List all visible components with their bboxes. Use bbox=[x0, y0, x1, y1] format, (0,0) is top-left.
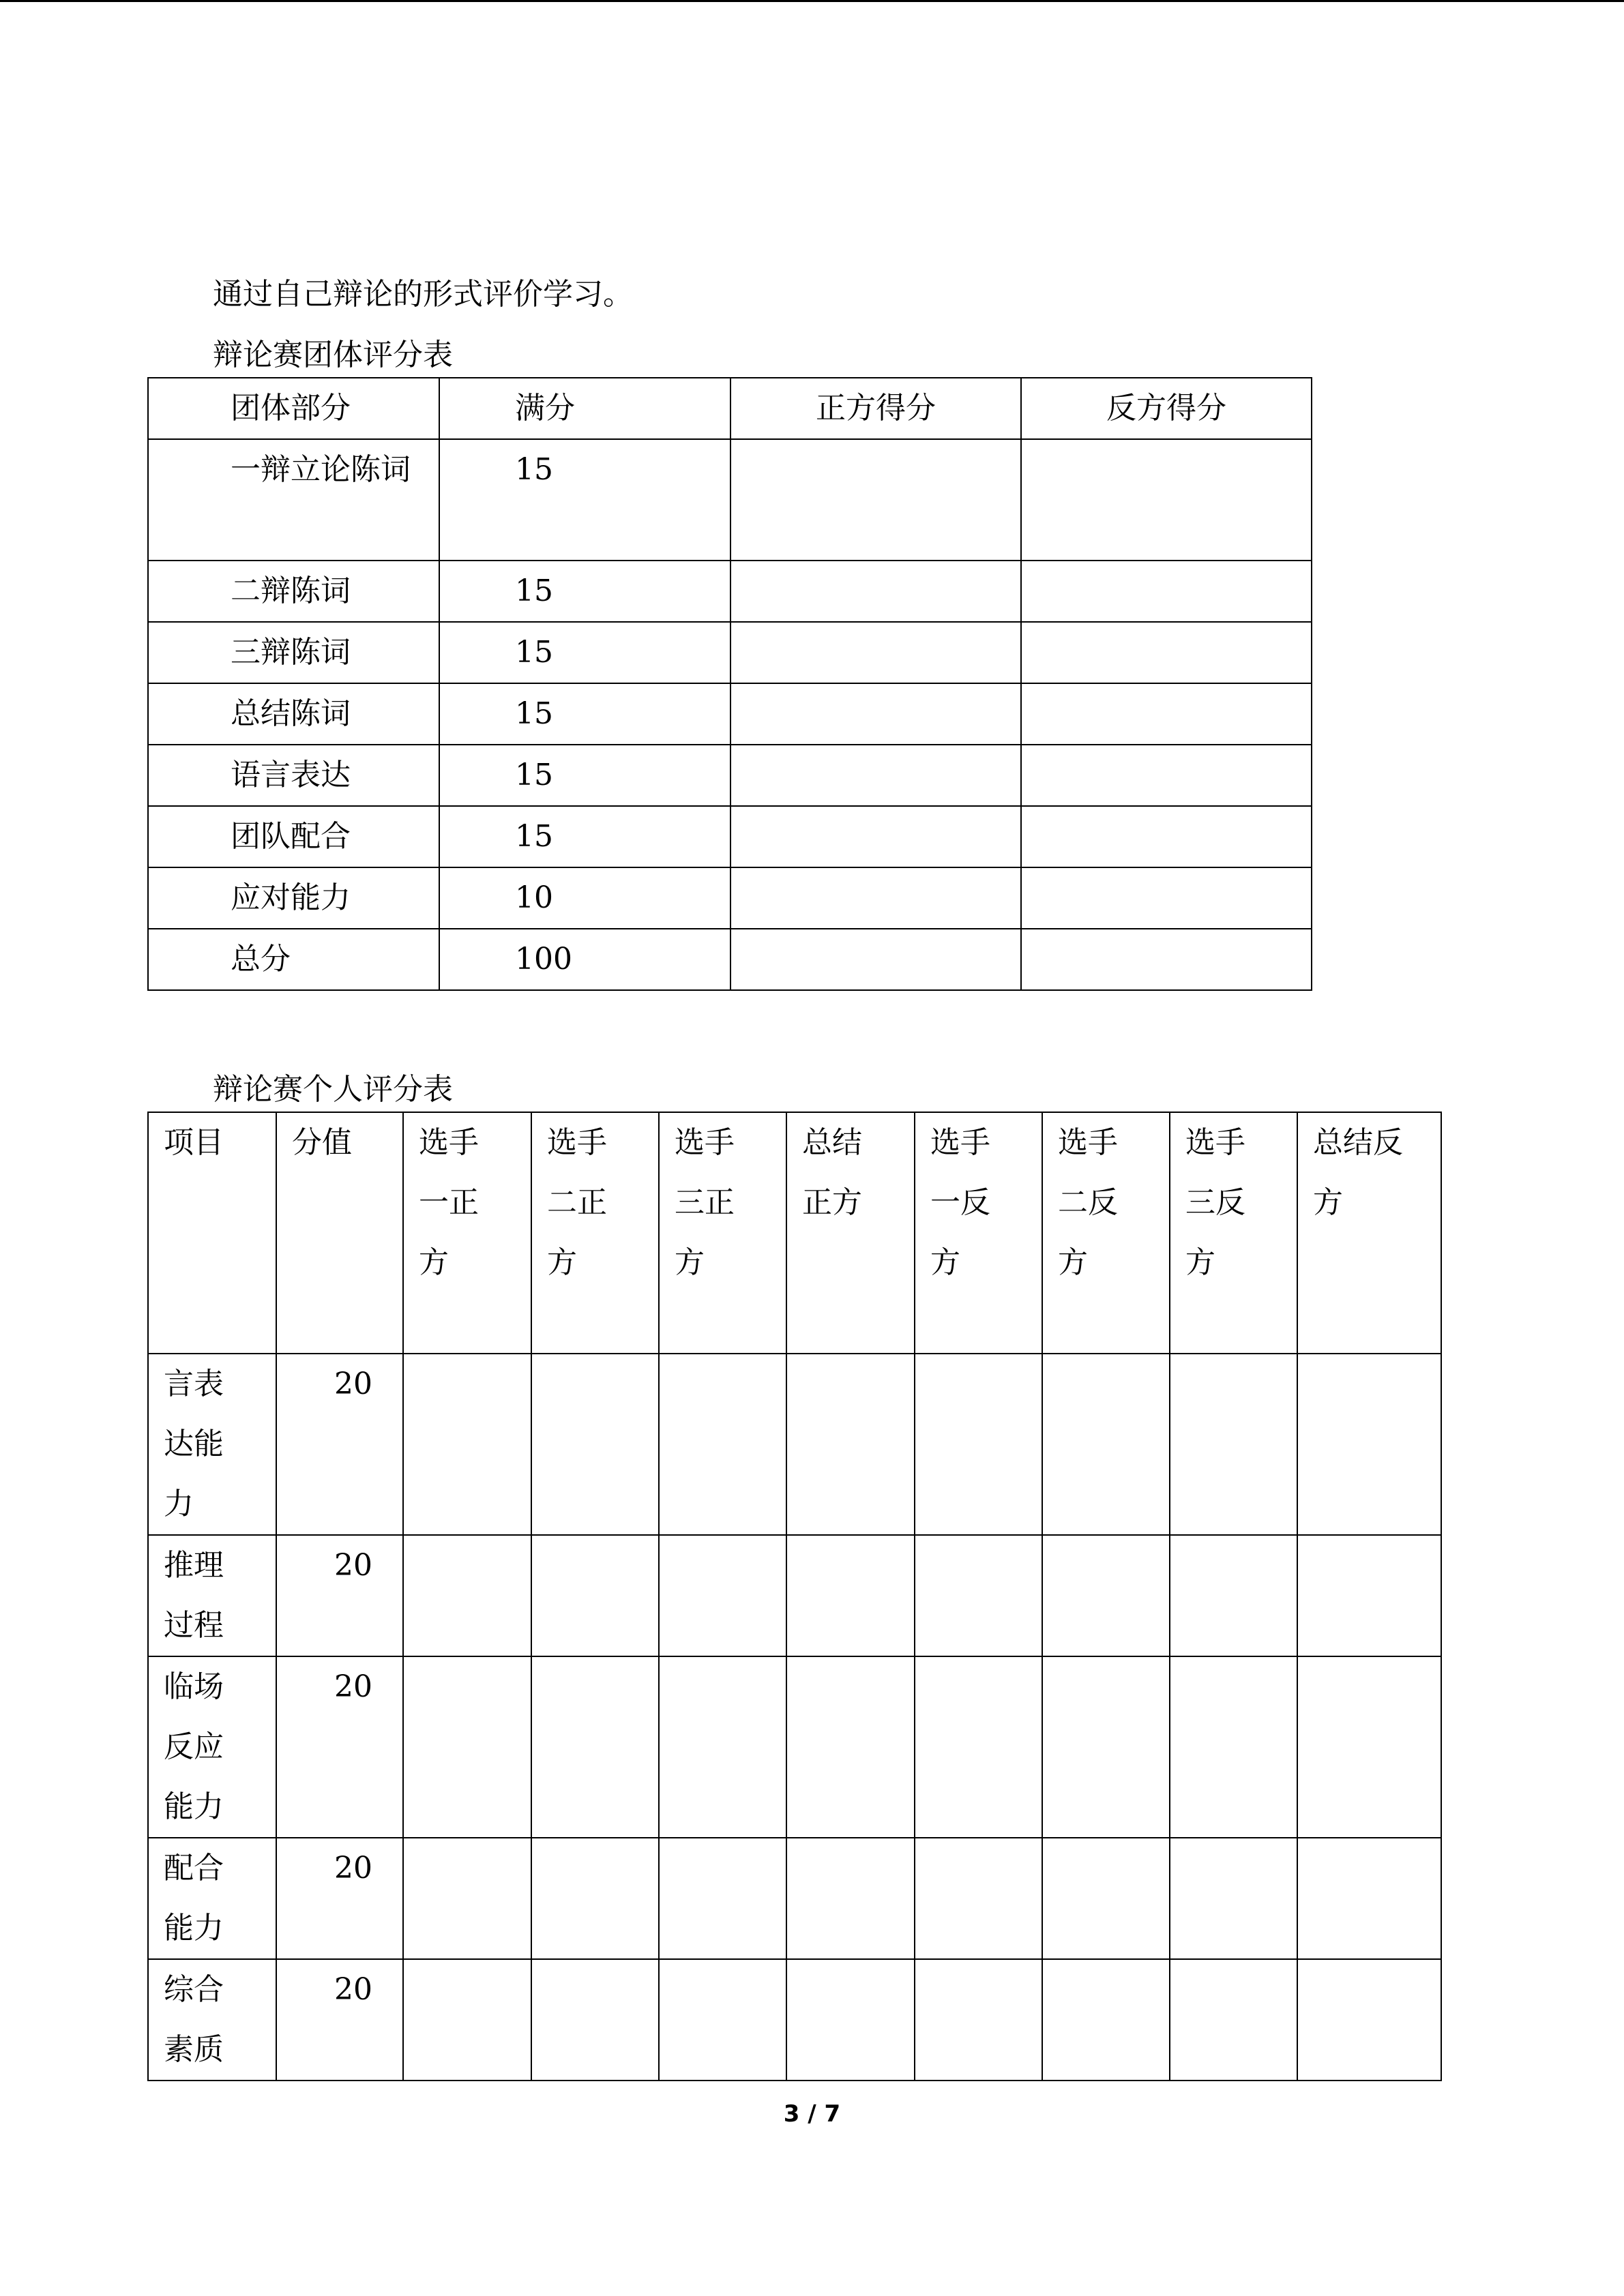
table-row bbox=[148, 745, 1312, 806]
table-row bbox=[148, 1535, 1441, 1656]
score-cell[interactable] bbox=[1170, 1656, 1297, 1838]
team-header-row bbox=[148, 378, 1312, 439]
score-cell[interactable] bbox=[1042, 1959, 1170, 2081]
score-cell[interactable] bbox=[915, 1656, 1042, 1838]
score-cell[interactable] bbox=[1170, 1535, 1297, 1656]
header-player1-negative: 选手一反方 bbox=[915, 1112, 1042, 1354]
team-part-cell: 总结陈词 bbox=[148, 683, 439, 745]
score-cell[interactable] bbox=[1170, 1354, 1297, 1535]
table-row bbox=[148, 1838, 1441, 1959]
team-score-cell: 15 bbox=[439, 683, 730, 745]
value-cell: 20 bbox=[276, 1838, 403, 1959]
team-part-cell: 一辩立论陈词 bbox=[148, 439, 439, 561]
individual-table-title: 辩论赛个人评分表 bbox=[213, 1072, 453, 1107]
item-cell: 言表达能力 bbox=[148, 1354, 276, 1535]
value-cell: 20 bbox=[276, 1959, 403, 2081]
header-player2-negative: 选手二反方 bbox=[1042, 1112, 1170, 1354]
team-part-cell: 二辩陈词 bbox=[148, 561, 439, 622]
table-row bbox=[148, 561, 1312, 622]
score-cell[interactable] bbox=[531, 1656, 659, 1838]
negative-score-cell[interactable] bbox=[1021, 806, 1312, 867]
header-summary-negative: 总结反方 bbox=[1297, 1112, 1441, 1354]
negative-score-cell[interactable] bbox=[1021, 867, 1312, 929]
affirmative-score-cell[interactable] bbox=[730, 439, 1021, 561]
team-part-cell: 语言表达 bbox=[148, 745, 439, 806]
negative-score-cell[interactable] bbox=[1021, 561, 1312, 622]
team-part-cell: 应对能力 bbox=[148, 867, 439, 929]
header-player3-affirmative: 选手三正方 bbox=[659, 1112, 786, 1354]
negative-score-cell[interactable] bbox=[1021, 439, 1312, 561]
header-summary-affirmative: 总结正方 bbox=[786, 1112, 915, 1354]
team-score-cell: 15 bbox=[439, 439, 730, 561]
score-cell[interactable] bbox=[1297, 1838, 1441, 1959]
score-cell[interactable] bbox=[915, 1354, 1042, 1535]
team-part-cell: 总分 bbox=[148, 929, 439, 990]
top-border-line bbox=[0, 0, 1624, 2]
table-row bbox=[148, 622, 1312, 683]
header-value-cell: 分值 bbox=[276, 1112, 403, 1354]
score-cell[interactable] bbox=[1042, 1535, 1170, 1656]
score-cell[interactable] bbox=[1297, 1354, 1441, 1535]
score-cell[interactable] bbox=[531, 1535, 659, 1656]
table-row bbox=[148, 806, 1312, 867]
score-cell[interactable] bbox=[531, 1354, 659, 1535]
affirmative-score-cell[interactable] bbox=[730, 929, 1021, 990]
score-cell[interactable] bbox=[915, 1838, 1042, 1959]
score-cell[interactable] bbox=[1042, 1354, 1170, 1535]
value-cell: 20 bbox=[276, 1354, 403, 1535]
score-cell[interactable] bbox=[403, 1354, 531, 1535]
score-cell[interactable] bbox=[659, 1959, 786, 2081]
team-score-table bbox=[147, 377, 1312, 991]
score-cell[interactable] bbox=[786, 1354, 915, 1535]
team-score-cell: 100 bbox=[439, 929, 730, 990]
team-score-cell: 15 bbox=[439, 561, 730, 622]
table-row bbox=[148, 1354, 1441, 1535]
team-part-cell: 三辩陈词 bbox=[148, 622, 439, 683]
page-number: 3 / 7 bbox=[783, 2100, 841, 2128]
score-cell[interactable] bbox=[1297, 1959, 1441, 2081]
affirmative-score-cell[interactable] bbox=[730, 745, 1021, 806]
negative-score-cell[interactable] bbox=[1021, 929, 1312, 990]
table-row bbox=[148, 929, 1312, 990]
table-row bbox=[148, 1656, 1441, 1838]
affirmative-score-cell[interactable] bbox=[730, 561, 1021, 622]
team-score-cell: 15 bbox=[439, 745, 730, 806]
affirmative-score-cell[interactable] bbox=[730, 683, 1021, 745]
individual-header-row bbox=[148, 1112, 1441, 1354]
score-cell[interactable] bbox=[659, 1656, 786, 1838]
affirmative-score-cell[interactable] bbox=[730, 622, 1021, 683]
score-cell[interactable] bbox=[659, 1838, 786, 1959]
score-cell[interactable] bbox=[531, 1838, 659, 1959]
team-score-cell: 15 bbox=[439, 622, 730, 683]
score-cell[interactable] bbox=[1297, 1656, 1441, 1838]
score-cell[interactable] bbox=[1297, 1535, 1441, 1656]
score-cell[interactable] bbox=[915, 1959, 1042, 2081]
score-cell[interactable] bbox=[915, 1535, 1042, 1656]
team-header-negative: 反方得分 bbox=[1021, 378, 1312, 439]
negative-score-cell[interactable] bbox=[1021, 683, 1312, 745]
header-player1-affirmative: 选手一正方 bbox=[403, 1112, 531, 1354]
header-player2-affirmative: 选手二正方 bbox=[531, 1112, 659, 1354]
value-cell: 20 bbox=[276, 1535, 403, 1656]
score-cell[interactable] bbox=[403, 1656, 531, 1838]
team-score-cell: 15 bbox=[439, 806, 730, 867]
score-cell[interactable] bbox=[786, 1656, 915, 1838]
team-header-part: 团体部分 bbox=[148, 378, 439, 439]
item-cell: 临场反应能力 bbox=[148, 1656, 276, 1838]
item-cell: 配合能力 bbox=[148, 1838, 276, 1959]
affirmative-score-cell[interactable] bbox=[730, 806, 1021, 867]
item-cell: 推理过程 bbox=[148, 1535, 276, 1656]
intro-paragraph: 通过自己辩论的形式评价学习。 bbox=[213, 277, 633, 312]
team-table-title: 辩论赛团体评分表 bbox=[213, 338, 453, 372]
team-header-full-score: 满分 bbox=[439, 378, 730, 439]
table-row bbox=[148, 867, 1312, 929]
score-cell[interactable] bbox=[1042, 1838, 1170, 1959]
score-cell[interactable] bbox=[1042, 1656, 1170, 1838]
score-cell[interactable] bbox=[659, 1354, 786, 1535]
score-cell[interactable] bbox=[403, 1959, 531, 2081]
table-row bbox=[148, 439, 1312, 561]
negative-score-cell[interactable] bbox=[1021, 622, 1312, 683]
header-player3-negative: 选手三反方 bbox=[1170, 1112, 1297, 1354]
table-row bbox=[148, 1959, 1441, 2081]
score-cell[interactable] bbox=[531, 1959, 659, 2081]
score-cell[interactable] bbox=[786, 1959, 915, 2081]
score-cell[interactable] bbox=[1170, 1838, 1297, 1959]
score-cell[interactable] bbox=[659, 1535, 786, 1656]
table-row bbox=[148, 683, 1312, 745]
individual-score-table bbox=[147, 1112, 1442, 2081]
team-score-cell: 10 bbox=[439, 867, 730, 929]
score-cell[interactable] bbox=[403, 1838, 531, 1959]
score-cell[interactable] bbox=[786, 1838, 915, 1959]
item-cell: 综合素质 bbox=[148, 1959, 276, 2081]
score-cell[interactable] bbox=[1170, 1959, 1297, 2081]
team-part-cell: 团队配合 bbox=[148, 806, 439, 867]
team-header-affirmative: 正方得分 bbox=[730, 378, 1021, 439]
header-item-cell: 项目 bbox=[148, 1112, 276, 1354]
score-cell[interactable] bbox=[786, 1535, 915, 1656]
score-cell[interactable] bbox=[403, 1535, 531, 1656]
value-cell: 20 bbox=[276, 1656, 403, 1838]
negative-score-cell[interactable] bbox=[1021, 745, 1312, 806]
affirmative-score-cell[interactable] bbox=[730, 867, 1021, 929]
